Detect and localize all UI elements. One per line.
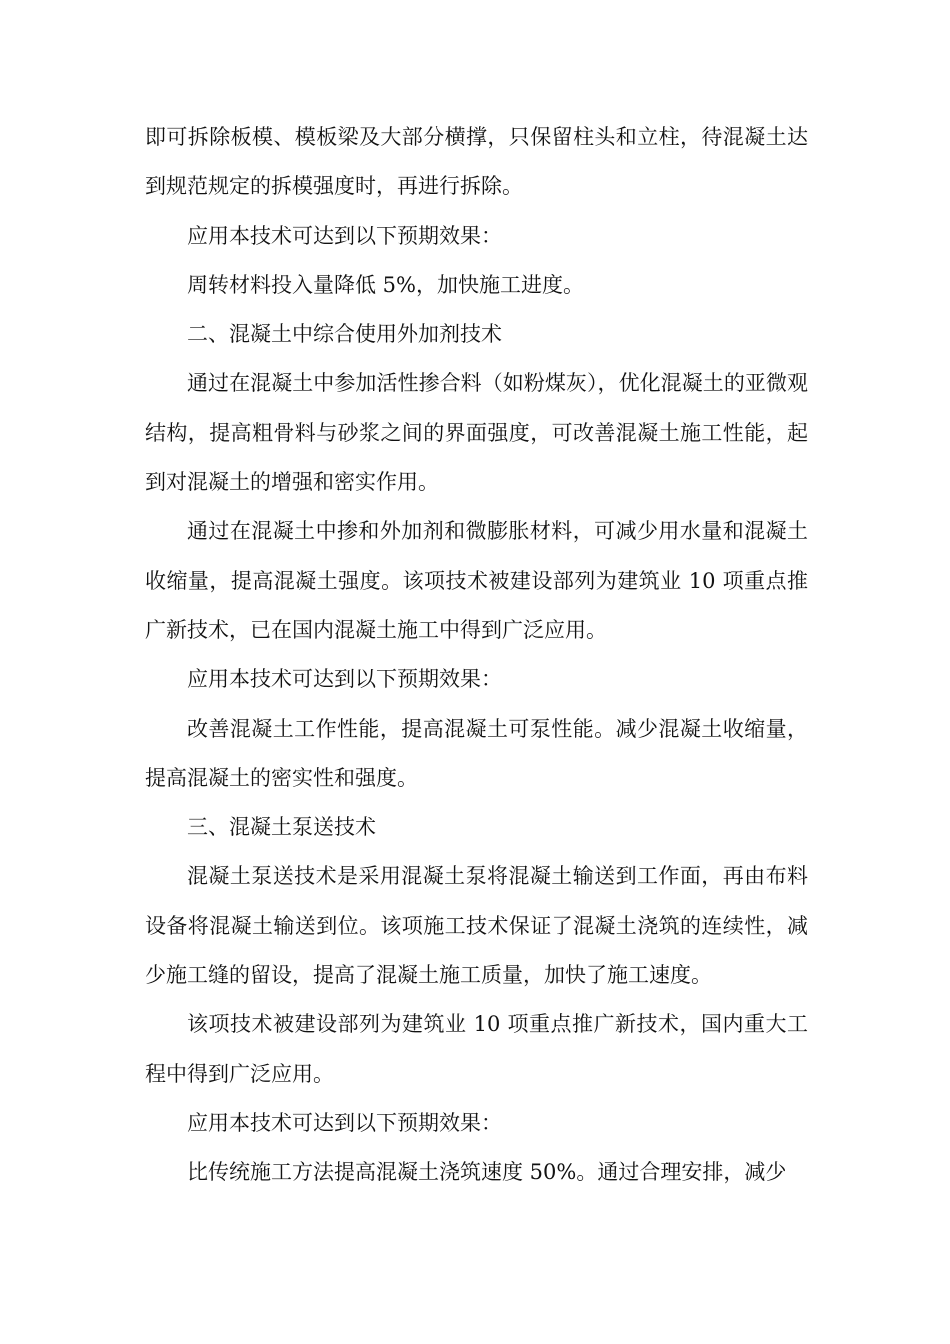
paragraph-effect: 改善混凝土工作性能，提高混凝土可泵性能。减少混凝土收缩量，提高混凝土的密实性和强度。 bbox=[145, 716, 808, 790]
paragraph-effect: 比传统施工方法提高混凝土浇筑速度 50%。通过合理安排，减少 bbox=[187, 1160, 787, 1185]
section-heading-pumping: 三、混凝土泵送技术 bbox=[187, 815, 376, 840]
paragraph: 混凝土泵送技术是采用混凝土泵将混凝土输送到工作面，再由布料设备将混凝土输送到位。该项施工技术保证了混凝土浇筑的连续性，减少施工缝的留设，提高了混凝土施工质量，加快了施工速度。 bbox=[145, 864, 808, 988]
section-heading-admixture: 二、混凝土中综合使用外加剂技术 bbox=[187, 322, 502, 347]
paragraph: 通过在混凝土中参加活性掺合料（如粉煤灰），优化混凝土的亚微观结构，提高粗骨料与砂浆之间的界面强度，可改善混凝土施工性能，起到对混凝土的增强和密实作用。 bbox=[145, 371, 808, 495]
paragraph: 通过在混凝土中掺和外加剂和微膨胀材料，可减少用水量和混凝土收缩量，提高混凝土强度。该项技术被建设部列为建筑业 10 项重点推广新技术，已在国内混凝土施工中得到广泛应用。 bbox=[145, 519, 808, 642]
paragraph-effect-intro: 应用本技术可达到以下预期效果： bbox=[187, 667, 502, 692]
paragraph-effect-intro: 应用本技术可达到以下预期效果： bbox=[187, 1110, 502, 1135]
document-body bbox=[145, 113, 808, 1198]
paragraph-effect-intro: 应用本技术可达到以下预期效果： bbox=[187, 223, 502, 248]
paragraph-effect: 周转材料投入量降低 5%，加快施工进度。 bbox=[187, 272, 584, 297]
paragraph-continued: 即可拆除板模、模板梁及大部分横撑，只保留柱头和立柱，待混凝土达到规范规定的拆模强度时，再进行拆除。 bbox=[145, 125, 808, 199]
paragraph: 该项技术被建设部列为建筑业 10 项重点推广新技术，国内重大工程中得到广泛应用。 bbox=[145, 1012, 808, 1086]
